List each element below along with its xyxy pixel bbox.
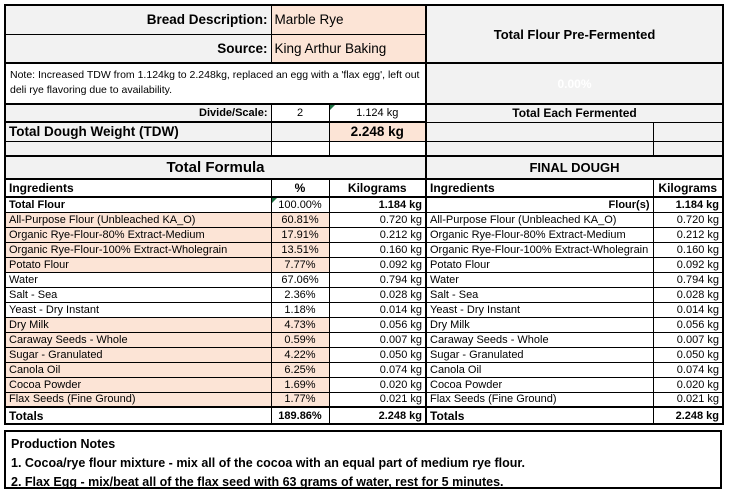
col-header-percent: %	[271, 179, 329, 197]
cell-kilograms[interactable]: 0.007 kg	[653, 332, 723, 347]
tdw-value-cell[interactable]: 2.248 kg	[329, 122, 426, 141]
total-flour-kg[interactable]: 1.184 kg	[329, 197, 426, 212]
col-header-kilograms: Kilograms	[329, 179, 426, 197]
empty-cell[interactable]	[426, 122, 653, 141]
cell-kilograms[interactable]: 0.794 kg	[653, 272, 723, 287]
col-header-ingredients: Ingredients	[426, 179, 653, 197]
cell-percent[interactable]: 4.73%	[271, 317, 329, 332]
cell-ingredient-name[interactable]: Organic Rye-Flour-100% Extract-Wholegrain	[5, 242, 271, 257]
cell-ingredient-name[interactable]: Cocoa Powder	[426, 377, 653, 392]
formula-error-triangle-icon	[272, 198, 277, 203]
total-flour-percent-cell[interactable]	[271, 197, 329, 212]
cell-kilograms[interactable]: 0.050 kg	[329, 347, 426, 362]
cell-ingredient-name[interactable]: Canola Oil	[5, 362, 271, 377]
source-label: Source:	[5, 34, 271, 63]
cell-ingredient-name[interactable]: Potato Flour	[426, 257, 653, 272]
cell-kilograms[interactable]: 0.160 kg	[329, 242, 426, 257]
cell-kilograms[interactable]: 0.074 kg	[653, 362, 723, 377]
cell-percent[interactable]: 67.06%	[271, 272, 329, 287]
cell-ingredient-name[interactable]: Canola Oil	[426, 362, 653, 377]
cell-ingredient-name[interactable]: Flax Seeds (Fine Ground)	[5, 392, 271, 407]
table-row	[5, 317, 723, 332]
note-text: Note: Increased TDW from 1.124kg to 2.248kg, replaced an egg with a 'flax egg', left out deli rye flavoring due to availability.	[5, 63, 426, 104]
table-row	[5, 347, 723, 362]
cell-ingredient-name[interactable]: Sugar - Granulated	[5, 347, 271, 362]
cell-ingredient-name[interactable]: Yeast - Dry Instant	[426, 302, 653, 317]
flours-kg[interactable]: 1.184 kg	[653, 197, 723, 212]
table-row	[5, 227, 723, 242]
cell-percent[interactable]: 13.51%	[271, 242, 329, 257]
cell-ingredient-name[interactable]: Potato Flour	[5, 257, 271, 272]
cell-ingredient-name[interactable]: Caraway Seeds - Whole	[426, 332, 653, 347]
cell-percent[interactable]: 7.77%	[271, 257, 329, 272]
table-row	[5, 287, 723, 302]
cell-kilograms[interactable]: 0.720 kg	[653, 212, 723, 227]
cell-percent[interactable]: 6.25%	[271, 362, 329, 377]
cell-kilograms[interactable]: 0.720 kg	[329, 212, 426, 227]
table-row	[5, 302, 723, 317]
cell-percent[interactable]: 17.91%	[271, 227, 329, 242]
cell-ingredient-name[interactable]: Dry Milk	[426, 317, 653, 332]
cell-kilograms[interactable]: 0.014 kg	[329, 302, 426, 317]
cell-kilograms[interactable]: 0.212 kg	[329, 227, 426, 242]
cell-percent[interactable]: 1.69%	[271, 377, 329, 392]
totals-label[interactable]: Totals	[426, 407, 653, 424]
totals-label[interactable]: Totals	[5, 407, 271, 424]
totals-kg[interactable]: 2.248 kg	[329, 407, 426, 424]
cell-percent[interactable]: 1.18%	[271, 302, 329, 317]
table-row	[5, 332, 723, 347]
source-value-cell[interactable]: King Arthur Baking	[271, 34, 426, 63]
cell-kilograms[interactable]: 0.007 kg	[329, 332, 426, 347]
cell-percent[interactable]: 0.59%	[271, 332, 329, 347]
empty-cell[interactable]	[653, 122, 723, 141]
final-dough-title: FINAL DOUGH	[426, 156, 723, 179]
cell-percent[interactable]: 60.81%	[271, 212, 329, 227]
totals-percent[interactable]: 189.86%	[271, 407, 329, 424]
cell-percent[interactable]: 2.36%	[271, 287, 329, 302]
cell-kilograms[interactable]: 0.056 kg	[329, 317, 426, 332]
cell-kilograms[interactable]: 0.020 kg	[329, 377, 426, 392]
cell-kilograms[interactable]: 0.092 kg	[329, 257, 426, 272]
cell-ingredient-name[interactable]: Organic Rye-Flour-100% Extract-Wholegrain	[426, 242, 653, 257]
flours-label[interactable]: Flour(s)	[426, 197, 653, 212]
cell-ingredient-name[interactable]: Water	[426, 272, 653, 287]
divide-scale-weight: 1.124 kg	[356, 107, 399, 119]
cell-kilograms[interactable]: 0.050 kg	[653, 347, 723, 362]
cell-ingredient-name[interactable]: Cocoa Powder	[5, 377, 271, 392]
tdw-label: Total Dough Weight (TDW)	[5, 122, 271, 141]
total-formula-title: Total Formula	[5, 156, 426, 179]
cell-kilograms[interactable]: 0.212 kg	[653, 227, 723, 242]
divide-scale-weight-cell[interactable]	[329, 104, 426, 122]
cell-kilograms[interactable]: 0.160 kg	[653, 242, 723, 257]
table-row	[5, 377, 723, 392]
cell-ingredient-name[interactable]: All-Purpose Flour (Unbleached KA_O)	[426, 212, 653, 227]
empty-cell[interactable]	[426, 141, 653, 156]
cell-kilograms[interactable]: 0.028 kg	[329, 287, 426, 302]
table-row	[5, 272, 723, 287]
cell-kilograms[interactable]: 0.021 kg	[653, 392, 723, 407]
cell-ingredient-name[interactable]: Salt - Sea	[426, 287, 653, 302]
empty-cell[interactable]	[271, 122, 329, 141]
empty-cell[interactable]	[653, 141, 723, 156]
cell-kilograms[interactable]: 0.056 kg	[653, 317, 723, 332]
table-row	[5, 392, 723, 407]
cell-kilograms[interactable]: 0.092 kg	[653, 257, 723, 272]
cell-kilograms[interactable]: 0.794 kg	[329, 272, 426, 287]
cell-ingredient-name[interactable]: Organic Rye-Flour-80% Extract-Medium	[426, 227, 653, 242]
production-note-1: 1. Cocoa/rye flour mixture - mix all of the cocoa with an equal part of medium rye flour.	[11, 456, 525, 470]
cell-ingredient-name[interactable]: Yeast - Dry Instant	[5, 302, 271, 317]
cell-kilograms[interactable]: 0.014 kg	[653, 302, 723, 317]
total-flour-percent: 100.00%	[278, 198, 322, 211]
production-note-2: 2. Flax Egg - mix/beat all of the flax seed with 63 grams of water, rest for 5 minutes.	[11, 475, 504, 489]
bread-description-value-cell[interactable]: Marble Rye	[271, 5, 426, 34]
divide-scale-count-cell[interactable]: 2	[271, 104, 329, 122]
cell-ingredient-name[interactable]: Sugar - Granulated	[426, 347, 653, 362]
cell-kilograms[interactable]: 0.074 kg	[329, 362, 426, 377]
production-notes-title: Production Notes	[11, 437, 116, 451]
each-fermented-title: Total Each Fermented	[426, 104, 723, 122]
empty-cell[interactable]	[329, 141, 426, 156]
cell-ingredient-name[interactable]: Water	[5, 272, 271, 287]
cell-ingredient-name[interactable]: Dry Milk	[5, 317, 271, 332]
cell-percent[interactable]: 1.77%	[271, 392, 329, 407]
cell-ingredient-name[interactable]: All-Purpose Flour (Unbleached KA_O)	[5, 212, 271, 227]
production-notes-box	[4, 430, 722, 489]
empty-cell[interactable]	[271, 141, 329, 156]
totals-row	[5, 407, 723, 424]
table-row	[5, 212, 723, 227]
cell-kilograms[interactable]: 0.021 kg	[329, 392, 426, 407]
bread-formula-sheet	[4, 4, 724, 425]
pre-fermented-value-cell[interactable]: 0.00%	[426, 63, 723, 104]
bread-description-label: Bread Description:	[5, 5, 271, 34]
table-row	[5, 362, 723, 377]
cell-percent[interactable]: 4.22%	[271, 347, 329, 362]
totals-kg[interactable]: 2.248 kg	[653, 407, 723, 424]
cell-ingredient-name[interactable]: Organic Rye-Flour-80% Extract-Medium	[5, 227, 271, 242]
cell-ingredient-name[interactable]: Flax Seeds (Fine Ground)	[426, 392, 653, 407]
divide-scale-label: Divide/Scale:	[5, 104, 271, 122]
empty-cell[interactable]	[5, 141, 271, 156]
pre-fermented-title: Total Flour Pre-Fermented	[426, 5, 723, 63]
cell-ingredient-name[interactable]: Salt - Sea	[5, 287, 271, 302]
col-header-ingredients: Ingredients	[5, 179, 271, 197]
cell-kilograms[interactable]: 0.028 kg	[653, 287, 723, 302]
cell-ingredient-name[interactable]: Caraway Seeds - Whole	[5, 332, 271, 347]
table-row	[5, 242, 723, 257]
formula-error-triangle-icon	[330, 105, 335, 110]
cell-kilograms[interactable]: 0.020 kg	[653, 377, 723, 392]
total-flour-name[interactable]: Total Flour	[5, 197, 271, 212]
table-row	[5, 257, 723, 272]
col-header-kilograms: Kilograms	[653, 179, 723, 197]
